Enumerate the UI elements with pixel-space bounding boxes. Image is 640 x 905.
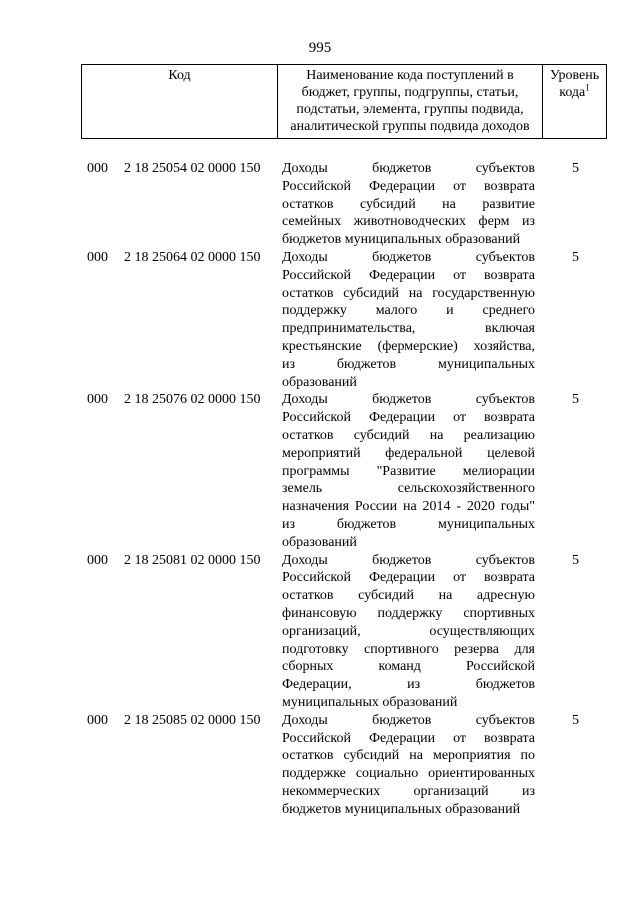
row-name-line: мероприятий федеральной целевой xyxy=(282,445,535,461)
row-name xyxy=(282,160,535,249)
row-name-line: муниципальных образований xyxy=(282,694,458,710)
row-level: 5 xyxy=(572,712,579,728)
row-name-line: программы "Развитие мелиорации xyxy=(282,463,535,479)
header-level-footnote: 1 xyxy=(585,82,590,93)
row-name-line: крестьянские (фермерские) хозяйства, xyxy=(282,338,535,354)
header-level-label: Уровень кода xyxy=(549,68,600,100)
table-row xyxy=(0,249,640,391)
header-level xyxy=(543,65,607,139)
row-name xyxy=(282,391,535,551)
table-row xyxy=(0,391,640,551)
row-kind: 000 xyxy=(87,712,108,728)
row-level: 5 xyxy=(572,552,579,568)
table-header xyxy=(81,64,607,139)
row-name-line: некоммерческих организаций из xyxy=(282,783,535,799)
row-name-line: Российской Федерации от возврата xyxy=(282,178,535,194)
row-name-line: подготовку спортивного резерва для xyxy=(282,641,535,657)
row-name-line: Доходы бюджетов субъектов xyxy=(282,249,535,265)
row-name-line: из бюджетов муниципальных xyxy=(282,356,535,372)
row-name-line: остатков субсидий на реализацию xyxy=(282,427,535,443)
row-name-line: Российской Федерации от возврата xyxy=(282,267,535,283)
row-name-line: Федерации, из бюджетов xyxy=(282,677,535,693)
page-number: 995 xyxy=(308,40,332,56)
row-name-line: из бюджетов муниципальных xyxy=(282,516,535,532)
row-level: 5 xyxy=(572,161,579,176)
table-row xyxy=(0,552,640,712)
row-name-line: поддержку малого и среднего xyxy=(282,303,535,319)
row-name-line: остатков субсидий на государственную xyxy=(282,285,535,301)
row-code: 2 18 25064 02 0000 150 xyxy=(124,249,261,265)
row-name-line: предпринимательства, включая xyxy=(282,321,535,337)
row-name-line: бюджетов муниципальных образований xyxy=(282,232,521,248)
row-code: 2 18 25076 02 0000 150 xyxy=(124,392,261,408)
row-name-line: Доходы бюджетов субъектов xyxy=(282,392,535,408)
table-body xyxy=(0,160,640,818)
row-level: 5 xyxy=(572,392,579,408)
row-name xyxy=(282,552,535,712)
row-name-line: семейных животноводческих ферм из xyxy=(282,214,535,230)
row-name xyxy=(282,712,535,819)
table-row xyxy=(0,712,640,819)
row-code: 2 18 25081 02 0000 150 xyxy=(124,552,261,568)
row-name-line: Доходы бюджетов субъектов xyxy=(282,552,535,568)
row-name-line: сборных команд Российской xyxy=(282,659,535,675)
row-name-line: Доходы бюджетов субъектов xyxy=(282,161,535,176)
header-name: Наименование кода поступлений в бюджет, группы, подгруппы, статьи, подстатьи, элемента, группы подвида, аналитической группы подвида доходов xyxy=(278,65,543,139)
row-name-line: финансовую поддержку спортивных xyxy=(282,605,535,621)
row-name-line: поддержке социально ориентированных xyxy=(282,766,535,782)
row-name-line: назначения России на 2014 - 2020 годы" xyxy=(282,499,535,515)
row-name-line: образований xyxy=(282,374,357,390)
row-level: 5 xyxy=(572,249,579,265)
table-row xyxy=(0,160,640,249)
header-code: Код xyxy=(82,65,278,139)
row-name-line: остатков субсидий на развитие xyxy=(282,196,535,212)
row-name xyxy=(282,249,535,391)
row-kind: 000 xyxy=(87,392,108,408)
row-name-line: Российской Федерации от возврата xyxy=(282,410,535,426)
row-name-line: Российской Федерации от возврата xyxy=(282,730,535,746)
row-name-line: остатков субсидий на мероприятия по xyxy=(282,748,535,764)
row-kind: 000 xyxy=(87,249,108,265)
row-code: 2 18 25085 02 0000 150 xyxy=(124,712,261,728)
row-name-line: образований xyxy=(282,534,357,550)
row-kind: 000 xyxy=(87,161,108,176)
row-name-line: остатков субсидий на адресную xyxy=(282,588,535,604)
row-code: 2 18 25054 02 0000 150 xyxy=(124,161,261,176)
row-name-line: земель сельскохозяйственного xyxy=(282,481,535,497)
row-kind: 000 xyxy=(87,552,108,568)
row-name-line: организаций, осуществляющих xyxy=(282,623,535,639)
row-name-line: Российской Федерации от возврата xyxy=(282,570,535,586)
row-name-line: бюджетов муниципальных образований xyxy=(282,801,521,817)
row-name-line: Доходы бюджетов субъектов xyxy=(282,712,535,728)
